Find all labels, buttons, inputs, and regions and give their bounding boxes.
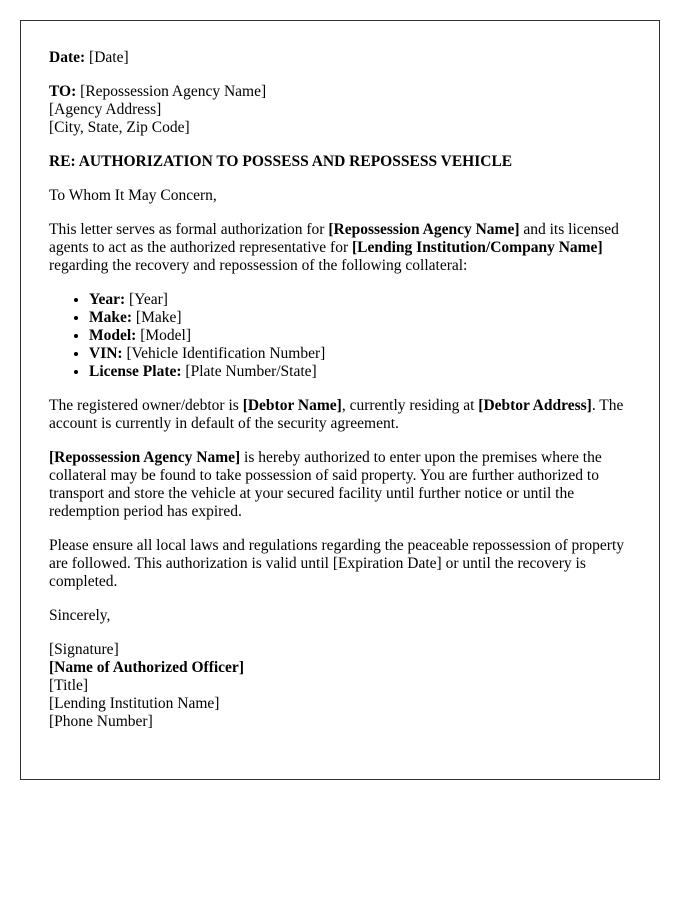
closing: Sincerely,: [49, 607, 111, 624]
intro-lender-name: [Lending Institution/Company Name]: [351, 239, 603, 256]
intro-agency-name: [Repossession Agency Name]: [328, 221, 520, 238]
date-label: Date:: [49, 49, 86, 66]
vehicle-plate-item: [89, 363, 631, 381]
authorization-letter: [20, 20, 660, 780]
vehicle-year-label: Year:: [89, 291, 126, 308]
vehicle-model-label: Model:: [89, 327, 137, 344]
debtor-name: [Debtor Name]: [242, 397, 342, 414]
debtor-address: [Debtor Address]: [478, 397, 592, 414]
debtor-text-2: , currently residing at: [341, 397, 479, 414]
compliance-paragraph: Please ensure all local laws and regulations regarding the peaceable repossession of property are followed. This authorization is valid until [Expiration Date] or until the recovery is completed.: [49, 537, 625, 590]
vehicle-year-value: [Year]: [129, 291, 168, 308]
intro-text-3: regarding the recovery and repossession of the following collateral:: [49, 257, 468, 274]
recipient-agency-name: [Repossession Agency Name]: [80, 83, 267, 100]
recipient-agency-address: [Agency Address]: [49, 101, 162, 118]
recipient-block: [49, 83, 631, 137]
vehicle-vin-value: [Vehicle Identification Number]: [126, 345, 326, 362]
officer-title: [Title]: [49, 677, 89, 694]
intro-paragraph: [49, 221, 631, 275]
officer-name: [Name of Authorized Officer]: [49, 659, 244, 676]
debtor-text-1: The registered owner/debtor is: [49, 397, 243, 414]
date-line: [49, 49, 631, 67]
phone-number: [Phone Number]: [49, 713, 153, 730]
authorization-agency-name: [Repossession Agency Name]: [49, 449, 241, 466]
authorization-text: is hereby authorized to enter upon the premises where the collateral may be found to take possession of said property. You are further authorized to transport and store the vehicle at your secured facility until further notice or until the redemption period has expired.: [49, 449, 602, 520]
vehicle-vin-label: VIN:: [89, 345, 123, 362]
vehicle-make-label: Make:: [89, 309, 133, 326]
intro-text-1: This letter serves as formal authorization for: [49, 221, 329, 238]
authorization-paragraph: [49, 449, 631, 521]
vehicle-make-value: [Make]: [135, 309, 182, 326]
signature-block: [49, 641, 631, 731]
subject-line: RE: AUTHORIZATION TO POSSESS AND REPOSSESS VEHICLE: [49, 153, 513, 170]
to-label: TO:: [49, 83, 77, 100]
vehicle-model-item: [89, 327, 631, 345]
debtor-text-3: . The account is currently in default of the security agreement.: [49, 397, 624, 432]
date-value: [Date]: [89, 49, 129, 66]
vehicle-plate-label: License Plate:: [89, 363, 182, 380]
vehicle-plate-value: [Plate Number/State]: [185, 363, 317, 380]
intro-text-2: and its licensed agents to act as the authorized representative for: [49, 221, 619, 256]
vehicle-details-list: [49, 291, 631, 381]
salutation: To Whom It May Concern,: [49, 187, 217, 204]
vehicle-vin-item: [89, 345, 631, 363]
debtor-paragraph: [49, 397, 631, 433]
vehicle-year-item: [89, 291, 631, 309]
recipient-city-state-zip: [City, State, Zip Code]: [49, 119, 190, 136]
vehicle-make-item: [89, 309, 631, 327]
institution-name: [Lending Institution Name]: [49, 695, 220, 712]
vehicle-model-value: [Model]: [140, 327, 192, 344]
recipient-agency-line: [49, 83, 631, 101]
signature-placeholder: [Signature]: [49, 641, 119, 658]
